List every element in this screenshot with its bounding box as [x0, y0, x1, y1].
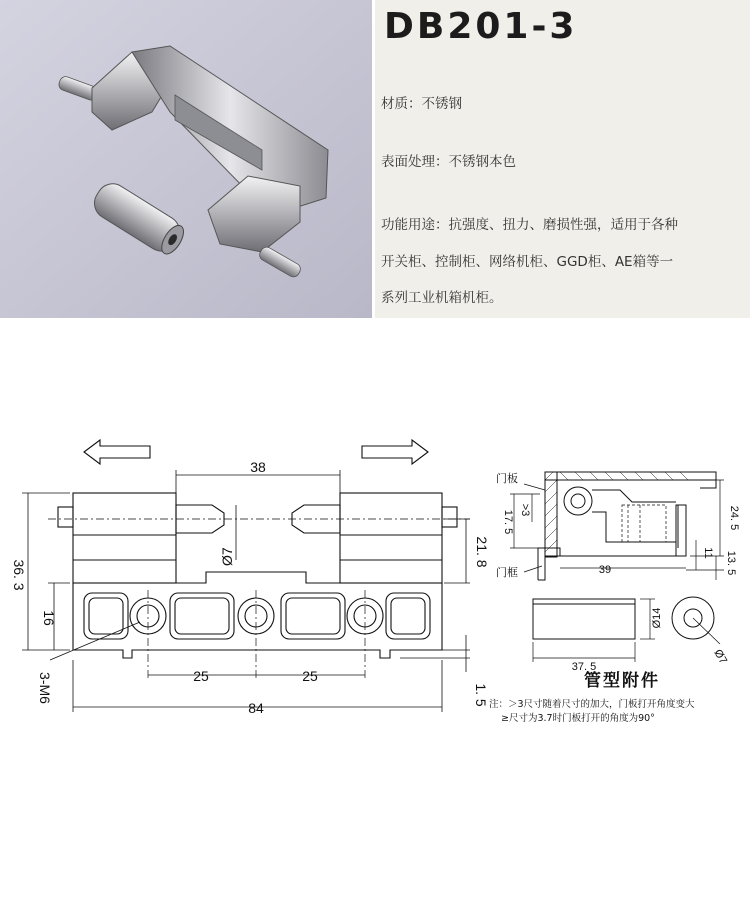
technical-drawing [0, 330, 750, 906]
model-number: DB201-3 [384, 6, 578, 47]
dim-1-5: 1. 5 [473, 683, 489, 707]
dim-21-8: 21. 8 [474, 536, 490, 568]
dim-d7: Ø7 [219, 547, 235, 566]
dim-38: 38 [250, 459, 266, 475]
tube-accessory-title: 管型附件 [584, 671, 660, 691]
dim-17-5: 17. 5 [502, 509, 514, 535]
note-line-1: 注：＞3尺寸随着尺寸的加大，门板打开角度变大 [489, 699, 695, 710]
dim-16: 16 [41, 610, 57, 626]
left-arrow-icon [84, 440, 150, 464]
dim-gt3: >3 [519, 503, 531, 517]
hinge-photo-image [0, 0, 372, 318]
spec-panel [375, 0, 750, 318]
dim-24-5: 24. 5 [728, 505, 740, 531]
tube-dim-d7: Ø7 [711, 647, 730, 667]
material-text: 材质：不锈钢 [381, 96, 462, 112]
drawing-svg [0, 330, 750, 906]
tube-dim-37-5: 37. 5 [571, 661, 597, 673]
usage-line-1: 功能用途：抗强度、扭力、磨损性强，适用于各种 [381, 217, 678, 233]
tube-dim-d14: Ø14 [651, 607, 663, 629]
dim-3-m6: 3-M6 [37, 672, 53, 704]
door-panel-label: 门板 [496, 472, 518, 485]
surface-text: 表面处理：不锈钢本色 [381, 154, 516, 170]
dim-84: 84 [248, 700, 264, 716]
usage-line-2: 开关柜、控制柜、网络机柜、GGD柜、AE箱等一 [381, 254, 674, 270]
dim-36-3: 36. 3 [11, 559, 27, 591]
dim-25-left: 25 [193, 668, 209, 684]
dim-39: 39 [598, 564, 612, 576]
usage-line-3: 系列工业机箱机柜。 [381, 290, 503, 306]
dim-25-right: 25 [302, 668, 318, 684]
right-arrow-icon [362, 440, 428, 464]
product-photo [0, 0, 372, 318]
door-frame-label: 门框 [496, 566, 518, 579]
dim-11: 11 [702, 547, 714, 559]
dim-13-5: 13. 5 [725, 550, 737, 576]
note-line-2: ≥尺寸为3.7时门板打开的角度为90° [501, 713, 655, 724]
